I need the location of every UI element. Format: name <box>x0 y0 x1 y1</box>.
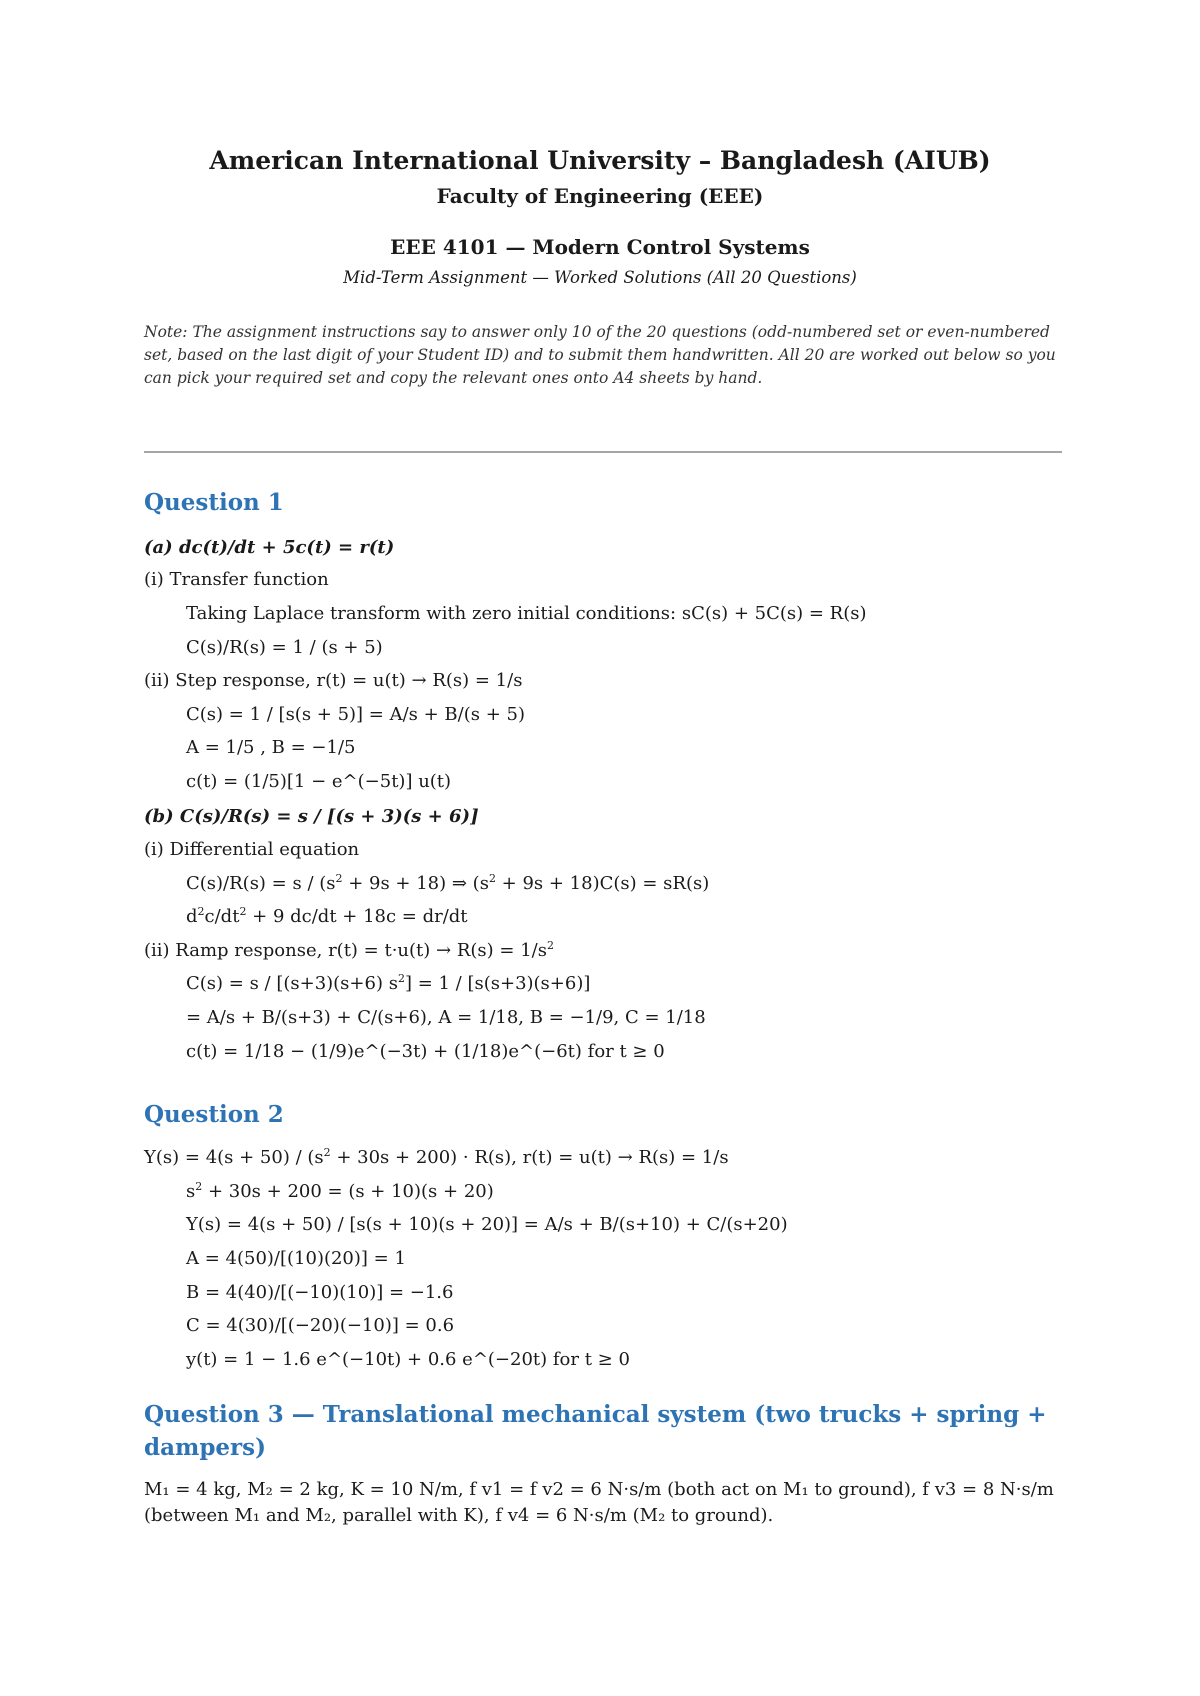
q1a-step-response: c(t) = (1/5)[1 − e^(−5t)] u(t) <box>186 771 452 792</box>
q1b-output-expression: C(s) = s / [(s+3)(s+6) $s^2] = 1 / [s(s+3)(s+6)]$ <box>186 972 591 994</box>
question-1b-title: (b) C(s)/R(s) = s / [(s + 3)(s + 6)] <box>144 806 479 827</box>
question-1-heading: Question 1 <box>144 489 284 516</box>
university-title: American International University – Bangladesh (AIUB) <box>209 146 991 175</box>
faculty-name: Faculty of Engineering (EEE) <box>436 184 764 208</box>
q2-line-1: $Y(s) = 4(s + 50) / (s^2 + 30s + 200) \cdot R(s)$, r(t) = u(t) → R(s) = 1/s <box>144 1146 729 1168</box>
q1b-partial-fraction: = A/s + B/(s+3) + C/(s+6), A = 1/18, B = −1/9, C = 1/18 <box>186 1007 706 1028</box>
q2-line-5: B = 4(40)/[(−10)(10)] = −1.6 <box>186 1282 454 1303</box>
q2-line-4: A = 4(50)/[(10)(20)] = 1 <box>186 1248 406 1269</box>
horizontal-divider <box>144 451 1062 453</box>
q1a-part-ii-label: (ii) Step response, r(t) = u(t) → R(s) = 1/s <box>144 670 523 691</box>
q2-line-6: C = 4(30)/[(−20)(−10)] = 0.6 <box>186 1315 455 1336</box>
q1a-laplace-line: Taking Laplace transform with zero initial conditions: sC(s) + 5C(s) = R(s) <box>186 603 867 624</box>
question-2-heading: Question 2 <box>144 1101 284 1128</box>
q2-line-3: Y(s) = 4(s + 50) / [s(s + 10)(s + 20)] = A/s + B/(s+10) + C/(s+20) <box>186 1214 788 1235</box>
instructions-note: Note: The assignment instructions say to answer only 10 of the 20 questions (odd-numbered set or even-numbered set, based on the last digit of your Student ID) and to submit them handwritten. All 20 are worked out below so you can pick your required set and copy the relevant ones onto A4 sheets by hand. <box>144 323 1056 387</box>
q1a-coefficients: A = 1/5 , B = −1/5 <box>186 737 356 758</box>
q1b-differential-equation: $d^2c/dt^2 + 9$ dc/dt + 18c = dr/dt <box>186 905 468 927</box>
q1b-transfer-to-de: $C(s)/R(s) = s / (s^2 + 9s + 18)$ ⇒ $(s^2 + 9s + 18)C(s) = sR(s)$ <box>186 872 710 894</box>
q3-parameters: M₁ = 4 kg, M₂ = 2 kg, K = 10 N/m, f v1 = f v2 = 6 N·s/m (both act on M₁ to ground), f v3 = 8 N·s/m (between M₁ and M₂, parallel with K), f v4 = 6 N·s/m (M₂ to ground). <box>144 1479 1054 1526</box>
q1a-partial-fraction: C(s) = 1 / [s(s + 5)] = A/s + B/(s + 5) <box>186 704 525 725</box>
q1b-part-ii-label: (ii) Ramp response, $r(t) = t\cdot u(t) \to R(s) = 1/s^2$ <box>144 939 554 961</box>
q1a-transfer-function: C(s)/R(s) = 1 / (s + 5) <box>186 637 383 658</box>
q1b-ramp-response: c(t) = 1/18 − (1/9)e^(−3t) + (1/18)e^(−6t) for t ≥ 0 <box>186 1041 665 1062</box>
question-3-heading: Question 3 — Translational mechanical system (two trucks + spring + dampers) <box>144 1401 1047 1461</box>
course-title: EEE 4101 — Modern Control Systems <box>390 235 810 259</box>
question-1a-title: (a) dc(t)/dt + 5c(t) = r(t) <box>144 537 395 558</box>
q2-line-7: y(t) = 1 − 1.6 e^(−10t) + 0.6 e^(−20t) for t ≥ 0 <box>186 1349 630 1370</box>
q1b-part-i-label: (i) Differential equation <box>144 839 360 860</box>
assignment-subtitle: Mid-Term Assignment — Worked Solutions (All 20 Questions) <box>343 268 857 287</box>
q1a-part-i-label: (i) Transfer function <box>144 569 329 590</box>
q2-line-2: $s^2 + 30s + 200 = (s + 10)(s + 20)$ <box>186 1180 494 1202</box>
